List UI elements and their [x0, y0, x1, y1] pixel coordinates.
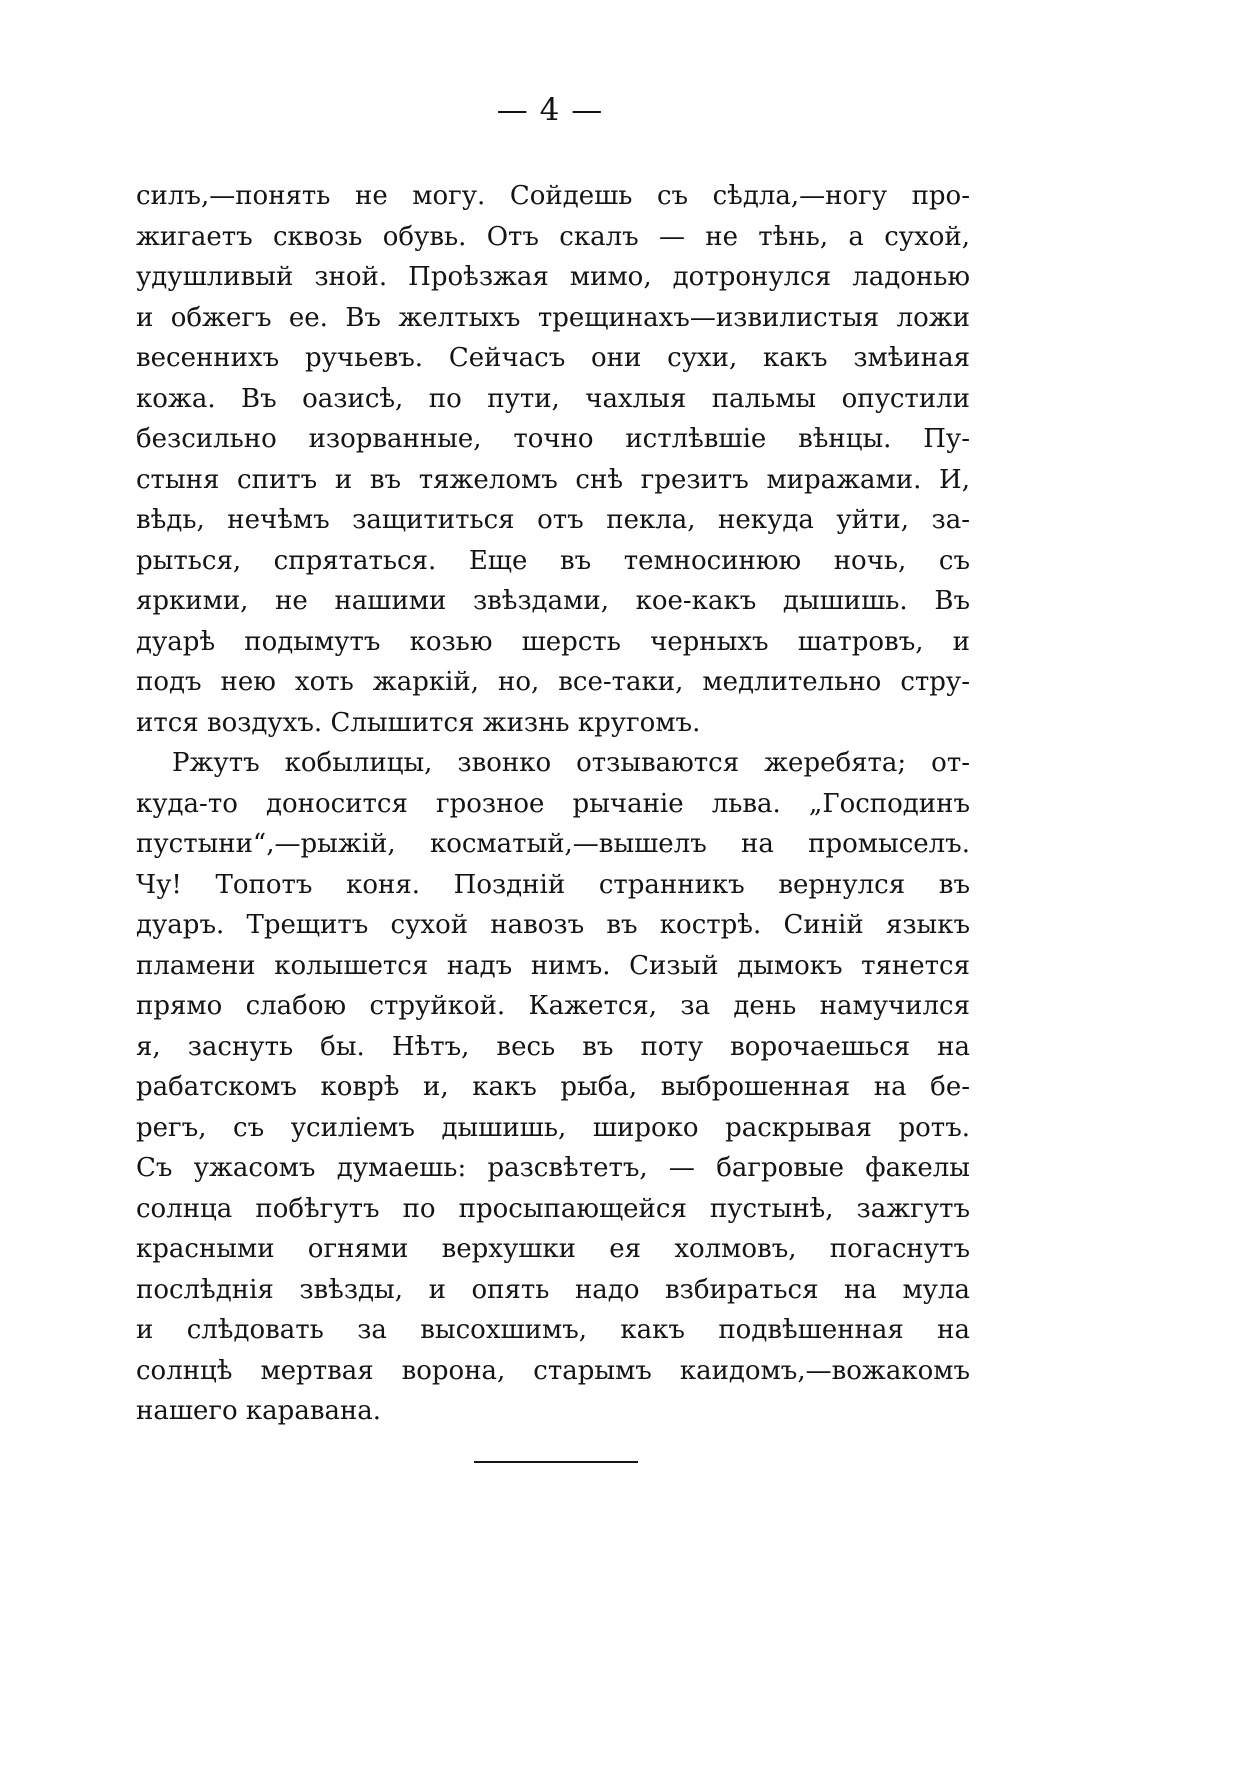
text-line: весеннихъ ручьевъ. Сейчасъ они сухи, какъ змѣиная [136, 343, 970, 373]
text-line: солнца побѣгутъ по просыпающейся пустынѣ, зажгутъ [136, 1193, 970, 1224]
text-line: дуаръ. Трещитъ сухой навозъ въ кострѣ. Синій языкъ [136, 910, 970, 940]
text-line: безсильно изорванные, точно истлѣвшіе вѣнцы. Пу- [136, 424, 970, 454]
text-line: я, заснуть бы. Нѣтъ, весь въ поту ворочаешься на [136, 1031, 970, 1062]
text-line: и слѣдовать за высохшимъ, какъ подвѣшенная на [136, 1315, 970, 1345]
end-rule [474, 1461, 638, 1463]
text-line: пламени колышется надъ нимъ. Сизый дымокъ тянется [136, 950, 970, 981]
text-line: дуарѣ подымутъ козью шерсть черныхъ шатровъ, и [136, 626, 970, 657]
text-line: красными огнями верхушки ея холмовъ, погаснутъ [136, 1234, 970, 1264]
text-line: яркими, не нашими звѣздами, кое-какъ дышишь. Въ [136, 586, 970, 616]
text-line: куда-то доносится грозное рычаніе льва. „Господинъ [136, 788, 970, 819]
page-number: — 4 — [496, 92, 604, 128]
body-text [136, 176, 970, 1432]
text-line: послѣднія звѣзды, и опять надо взбираться на мула [136, 1274, 970, 1305]
text-line: пустыни“,—рыжій, косматый,—вышелъ на промыселъ. [136, 829, 970, 859]
text-line: солнцѣ мертвая ворона, старымъ каидомъ,—вожакомъ [136, 1355, 970, 1386]
text-line: Ржутъ кобылицы, звонко отзываются жеребята; от- [172, 748, 970, 778]
paragraph [136, 743, 970, 1432]
text-line: рыться, спрятаться. Еще въ темносинюю ночь, съ [136, 545, 970, 576]
text-line: удушливый зной. Проѣзжая мимо, дотронулся ладонью [136, 262, 970, 292]
text-line: Съ ужасомъ думаешь: разсвѣтетъ, — багровые факелы [136, 1153, 970, 1183]
text-line: рабатскомъ коврѣ и, какъ рыба, выброшенная на бе- [136, 1072, 970, 1102]
text-line: вѣдь, нечѣмъ защититься отъ пекла, некуда уйти, за- [136, 505, 970, 535]
text-line: стыня спитъ и въ тяжеломъ снѣ грезитъ миражами. И, [136, 464, 970, 495]
text-line: ится воздухъ. Слышится жизнь кругомъ. [136, 707, 701, 738]
text-line: нашего каравана. [136, 1396, 382, 1426]
paragraph [136, 176, 970, 743]
text-line: прямо слабою струйкой. Кажется, за день намучился [136, 991, 970, 1021]
text-line: силъ,—понять не могу. Сойдешь съ сѣдла,—ногу про- [136, 181, 970, 211]
text-line: Чу! Топотъ коня. Поздній странникъ вернулся въ [136, 869, 970, 900]
text-line: и обжегъ ее. Въ желтыхъ трещинахъ—извилистыя ложи [136, 302, 970, 333]
text-line: жигаетъ сквозь обувь. Отъ скалъ — не тѣнь, а сухой, [136, 221, 970, 252]
text-line: регъ, съ усиліемъ дышишь, широко раскрывая ротъ. [136, 1112, 970, 1143]
text-line: кожа. Въ оазисѣ, по пути, чахлыя пальмы опустили [136, 383, 970, 414]
text-line: подъ нею хоть жаркій, но, все-таки, медлительно стру- [136, 667, 970, 697]
